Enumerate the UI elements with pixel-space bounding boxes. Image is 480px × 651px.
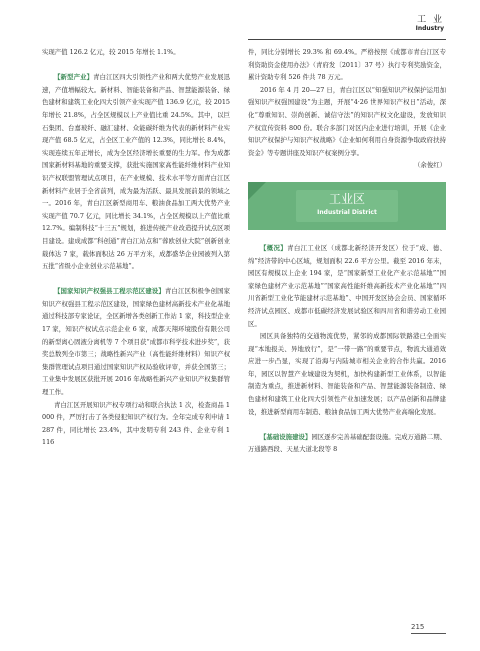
right-column <box>248 46 446 456</box>
author-byline: （余俊红） <box>414 161 446 170</box>
banner-title-en: Industrial District <box>317 208 377 216</box>
paragraph-ip-enforcement: 青白江区开展知识产权专项行动和联合执法 1 次，检查商品 1 000 件，严厉打击了各类侵犯知识产权行为。全年完成专利申请 1 287 件，同比增长 23.4%，其中发明专利 243 件、企业专利 1 116 <box>42 400 230 447</box>
section-title-en: Industry <box>415 25 444 32</box>
section-banner <box>248 182 446 230</box>
section-title-cn: 工 业 <box>417 15 444 25</box>
section-tag-infrastructure: 【基础设施建设】 <box>260 432 312 441</box>
paragraph-overview <box>248 242 446 330</box>
section-tag-new-industry: 【新型产业】 <box>54 73 94 82</box>
banner-title-cn: 工业区 <box>328 191 365 206</box>
header-rule <box>248 39 446 40</box>
paragraph-text: 青白江工业区（成都北新经济开发区）位于“成、德、绵”经济带的中心区域，规划面积 22.6 平方公里。截至 2016 年末，园区有规模以上企业 194 家，是“国家新型工业化产业示范基地”“国家绿色建材产业示范基地”“国家高性能纤维高新技术产业化基地”“四川省新型工业化节能建材示范基地”、中国开发区协会会员、国家循环经济试点园区、成都市低碳经济发展试验区和四川省和谐劳动工业园区。 <box>248 243 446 328</box>
section-tag-ip-demo-zone: 【国家知识产权强县工程示范区建设】 <box>54 287 165 296</box>
banner-fold-corner <box>248 182 266 200</box>
running-header <box>416 15 444 33</box>
paragraph-railway-port: 园区具备独特的交通物流优势，紧邻的成都国际铁路港已全面实现“本地报关、异地放行”，是“一带一路”的重要节点，物流大通道效应进一步凸显，实现了沿海与内陆城市相关企业的合作共赢。2016 年，园区以智慧产业城建设为契机，加快构建新型工业体系，以智能制造为重点，推进新材料、智能装备和产品、智慧能源装备制造、绿色建材和建筑工业化四大引领性产业加速发展；以产品创新和品牌建设，推进新型商用车制造、粮油食品加工两大优势产业高端化发展。 <box>248 332 446 416</box>
paragraph-text: 青白江区四大引领性产业和两大优势产业发展迅速，产值增幅较大。新材料、智能装备和产品、智慧能源装备、绿色建材和建筑工业化四大引领产业实现产值 136.9 亿元，较 2015 年增长 21.8%，占全区规模以上产业值比重 24.5%。其中，以巨石集团、台嘉玻纤、融汇建材、众能碳纤维为代表的新材料产业实现产值 68.5 亿元，占全区工业产值的 12.3%，同比增长 8.4%，实现连续五年正增长，成为全区经济增长重要的生力军。作为成都国家新材料基地的重要支撑，获批实施国家高性能纤维材料产业知识产权联盟管理试点项目，在产业规模、技术水平等方面青白江区新材料产业居于全省前列，成为最为活跃、最具发展前景的领域之一。2016 年，青白江区新型商用车、粮油食品加工两大优势产业实现产值 70.7 亿元，同比增长 34.1%，占全区规模以上产值比重 12.7%。编制科技“十三五”规划，推进传统产业改造提升试点区项目建设。建成成都“科创通”青白江站点和“蓉欧创业大院”创新创业载体达 7 家，载体面积达 26 万平方米，成都盛华企业园被列入第五批“省级小企业创业示范基地”。 <box>42 73 230 271</box>
paragraph-text: 青白江区积极争创国家知识产权强县工程示范区建设，国家绿色建材高新技术产业化基地通过科技部专家论证，全区新增各类创新工作站 1 家，科技型企业 17 家，知识产权试点示范企业 6 家，成都天翔环境股份有限公司的新型离心固液分离机等 7 个项目获“成都市科学技术进步奖”，获奖总数列全市第三；战略性新兴产业（高性能纤维材料）知识产权集群管理试点项目通过国家知识产权局验收评审，并获全国第三；工业集中发展区获批开展 2016 年战略性新兴产业知识产权集群管理工作。 <box>42 287 231 397</box>
banner-title-box <box>296 190 398 222</box>
paragraph-ip-demo-zone <box>42 285 230 398</box>
paragraph-new-industry <box>42 71 230 273</box>
page-number-rule <box>411 633 446 634</box>
paragraph-continued: 实现产值 126.2 亿元，较 2015 年增长 1.1%。 <box>42 48 180 56</box>
paragraph-infrastructure <box>248 431 446 456</box>
paragraph-continued: 件，同比分别增长 29.3% 和 69.4%。严格按照《成都市青白江区专利资助资金使用办法》（青府发〔2011〕37 号）执行专利奖励资金，累计资助专利 526 件共 78 万元。 <box>248 48 446 82</box>
page-number: 215 <box>411 623 425 631</box>
paragraph-ip-week: 2016 年 4 月 20—27 日，青白江区以“知强知识产权保护运用加强知识产权强国建设”为主题，开展“4·26 世界知识产权日”活动，深化“尊重知识、崇尚创新、诚信守法”的知识产权文化建设，发放知识产权宣传资料 800 份。联合多部门对区内企业进行培训，开展《企业知识产权保护与知识产权战略》《企业如何利用自身资源争取政府扶持资金》等专题讲座及知识产权案例分享。 <box>248 85 446 157</box>
left-column <box>42 46 230 449</box>
section-tag-overview: 【概况】 <box>260 243 288 252</box>
paragraph-text: 园区逐步完善基础配套设施。完成万通路二期、万通路西段、天星大道北段等 8 <box>248 432 447 454</box>
